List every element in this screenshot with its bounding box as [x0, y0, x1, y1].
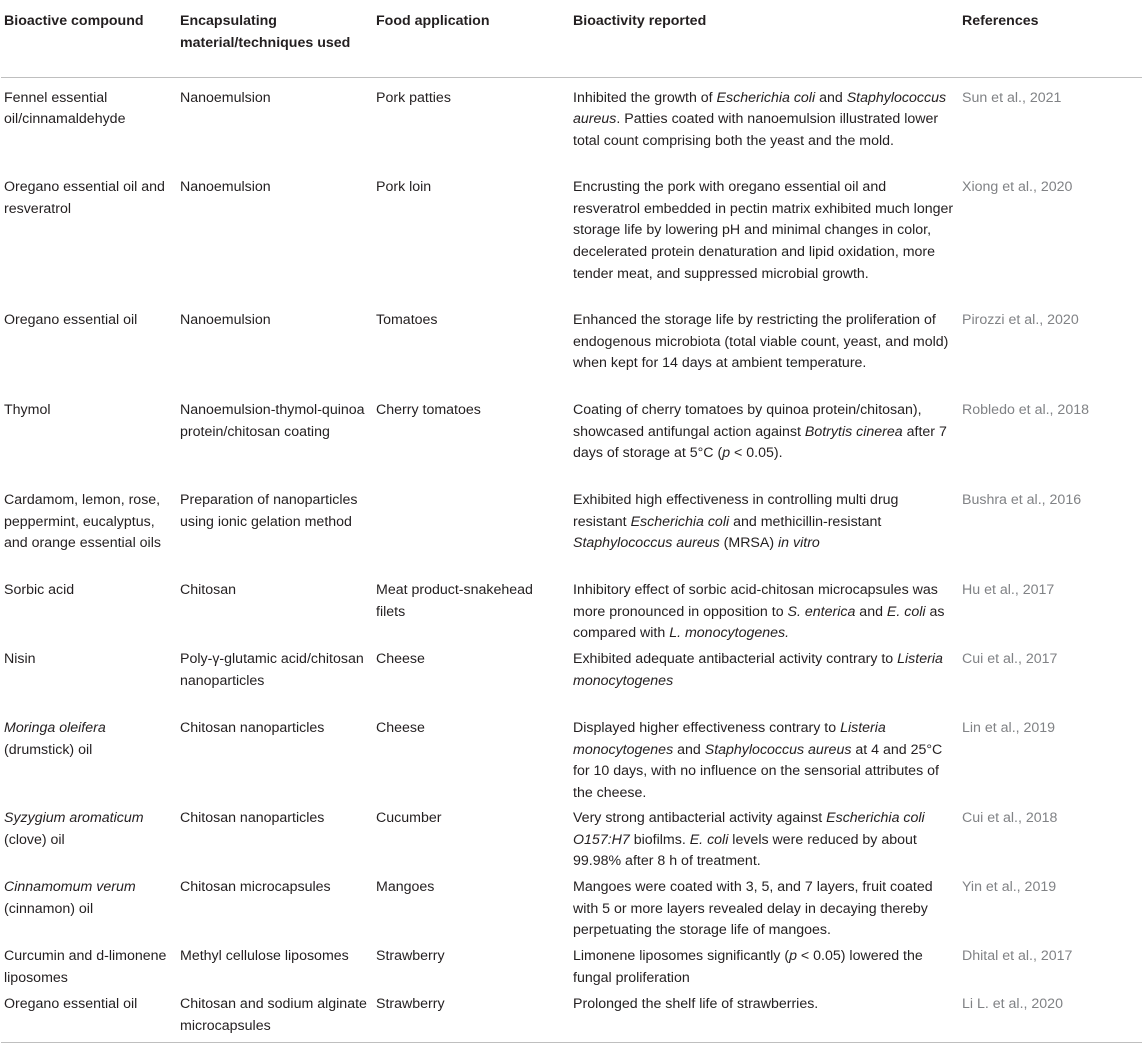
- bioactivity-text: and: [855, 603, 887, 620]
- table-row: [1, 310, 1142, 400]
- bioactivity-text: Listeria monocytogenes: [573, 651, 943, 689]
- bioactivity-text: . Patties coated with nanoemulsion illustrated lower total count comprising both the yeast and the mold.: [573, 111, 939, 149]
- bioactivity-text: and methicillin-resistant: [729, 513, 882, 530]
- material-text: Chitosan microcapsules: [180, 879, 331, 895]
- bioactivity-text: Very strong antibacterial activity against: [573, 810, 827, 826]
- reference-text: Sun et al., 2021: [962, 89, 1062, 106]
- food-text: Strawberry: [376, 948, 445, 964]
- food-text: Pork patties: [376, 89, 451, 106]
- compound-text: (clove) oil: [4, 831, 65, 848]
- compound-text: Oregano essential oil and resveratrol: [4, 179, 165, 217]
- table-row: [1, 877, 1142, 946]
- compound-text: Curcumin and d-limonene liposomes: [4, 948, 167, 986]
- material-text: Nanoemulsion: [180, 179, 271, 195]
- compound-text: Oregano essential oil: [4, 996, 138, 1012]
- cell-food-application: [373, 877, 570, 946]
- bioactivity-text: Escherichia coli: [716, 89, 816, 106]
- reference-text: Robledo et al., 2018: [962, 402, 1089, 418]
- material-text: Chitosan nanoparticles: [180, 810, 325, 826]
- cell-compound: [1, 490, 177, 580]
- compound-text: Cinnamomum verum: [4, 879, 136, 895]
- cell-bioactivity: [570, 400, 959, 490]
- bioactive-compounds-table: [1, 0, 1142, 1043]
- cell-encapsulating-material: [177, 994, 373, 1042]
- bioactivity-text: Encrusting the pork with oregano essential oil and resveratrol embedded in pectin matrix exhibited much longer storage life by lowering pH and minimal changes in color, decelerated protein denaturation and lipid oxidation, more tender meat, and suppressed microbial growth.: [573, 179, 954, 282]
- bioactivity-text: E. coli: [886, 603, 926, 620]
- bioactivity-text: S. enterica: [787, 603, 856, 620]
- header-food-application: Food application: [376, 13, 490, 29]
- cell-compound: [1, 177, 177, 310]
- bioactivity-text: biofilms.: [629, 831, 690, 848]
- cell-reference: [959, 580, 1142, 649]
- cell-reference: [959, 400, 1142, 490]
- material-text: Chitosan and sodium alginate microcapsules: [180, 996, 367, 1034]
- compound-text: Oregano essential oil: [4, 312, 138, 328]
- compound-text: Sorbic acid: [4, 582, 75, 598]
- bioactivity-text: Staphylococcus aureus: [704, 741, 852, 758]
- cell-food-application: [373, 808, 570, 877]
- cell-compound: [1, 649, 177, 718]
- cell-compound: [1, 994, 177, 1042]
- cell-food-application: [373, 718, 570, 808]
- cell-reference: [959, 177, 1142, 310]
- bioactivity-text: and: [815, 89, 847, 106]
- food-text: Cherry tomatoes: [376, 402, 481, 418]
- bioactivity-text: as compared with: [573, 603, 945, 642]
- bioactivity-text: after 7 days of storage at 5°C (: [573, 423, 947, 462]
- compound-text: Syzygium aromaticum: [4, 810, 144, 826]
- compound-text: (cinnamon) oil: [4, 900, 94, 917]
- cell-reference: [959, 77, 1142, 177]
- cell-encapsulating-material: [177, 400, 373, 490]
- bioactivity-text: and: [673, 741, 705, 758]
- reference-text: Cui et al., 2017: [962, 651, 1058, 667]
- material-text: Nanoemulsion: [180, 312, 271, 328]
- material-text: Chitosan nanoparticles: [180, 720, 325, 736]
- reference-text: Li L. et al., 2020: [962, 996, 1063, 1012]
- cell-encapsulating-material: [177, 877, 373, 946]
- material-text: Nanoemulsion-thymol-quinoa protein/chitosan coating: [180, 402, 365, 440]
- bioactivity-text: Staphylococcus aureus: [573, 535, 720, 552]
- reference-text: Cui et al., 2018: [962, 810, 1058, 826]
- cell-compound: [1, 808, 177, 877]
- header-bioactivity-reported: Bioactivity reported: [573, 13, 707, 29]
- cell-food-application: [373, 77, 570, 177]
- bioactivity-text: Escherichia coli: [630, 513, 730, 530]
- food-text: Cheese: [376, 720, 425, 736]
- cell-reference: [959, 946, 1142, 994]
- bioactivity-text: p: [789, 948, 797, 964]
- compound-text: Fennel essential oil/cinnamaldehyde: [4, 89, 126, 128]
- bioactivity-text: L. monocytogenes.: [669, 625, 790, 642]
- cell-encapsulating-material: [177, 649, 373, 718]
- cell-bioactivity: [570, 877, 959, 946]
- header-row: [1, 0, 1142, 77]
- cell-bioactivity: [570, 808, 959, 877]
- food-text: Tomatoes: [376, 312, 438, 328]
- cell-food-application: [373, 490, 570, 580]
- bioactivity-text: (MRSA): [719, 535, 779, 552]
- table-row: [1, 649, 1142, 718]
- material-text: Methyl cellulose liposomes: [180, 948, 349, 964]
- bioactivity-text: Enhanced the storage life by restricting the proliferation of endogenous microbiota (total viable count, yeast, and mold) when kept for 14 days at ambient temperature.: [573, 312, 949, 372]
- cell-food-application: [373, 400, 570, 490]
- bioactivity-text: Prolonged the shelf life of strawberries.: [573, 996, 819, 1012]
- bioactivity-text: Displayed higher effectiveness contrary to: [573, 720, 841, 736]
- cell-encapsulating-material: [177, 946, 373, 994]
- reference-text: Bushra et al., 2016: [962, 492, 1082, 508]
- cell-compound: [1, 580, 177, 649]
- food-text: Cheese: [376, 651, 425, 667]
- bioactivity-text: < 0.05).: [730, 445, 783, 462]
- cell-bioactivity: [570, 490, 959, 580]
- reference-text: Lin et al., 2019: [962, 720, 1056, 736]
- food-text: Meat product-snakehead filets: [376, 582, 533, 620]
- cell-encapsulating-material: [177, 490, 373, 580]
- cell-bioactivity: [570, 580, 959, 649]
- cell-compound: [1, 77, 177, 177]
- food-text: Cucumber: [376, 810, 442, 826]
- table-row: [1, 994, 1142, 1042]
- compound-text: (drumstick) oil: [4, 741, 93, 758]
- cell-bioactivity: [570, 177, 959, 310]
- cell-reference: [959, 877, 1142, 946]
- table-row: [1, 77, 1142, 177]
- cell-food-application: [373, 649, 570, 718]
- cell-reference: [959, 808, 1142, 877]
- cell-encapsulating-material: [177, 718, 373, 808]
- material-text: Nanoemulsion: [180, 89, 271, 106]
- reference-text: Pirozzi et al., 2020: [962, 312, 1079, 328]
- header-encapsulating-material: Encapsulating material/techniques used: [180, 13, 351, 51]
- bioactivity-text: Inhibited the growth of: [573, 89, 717, 106]
- bioactivity-text: levels were reduced by about 99.98% after 8 h of treatment.: [573, 831, 917, 870]
- header-bioactive-compound: Bioactive compound: [4, 13, 144, 29]
- food-text: Pork loin: [376, 179, 432, 195]
- table-row: [1, 946, 1142, 994]
- bioactivity-text: in vitro: [778, 535, 820, 552]
- table-row: [1, 808, 1142, 877]
- cell-reference: [959, 310, 1142, 400]
- table-row: [1, 177, 1142, 310]
- table-row: [1, 400, 1142, 490]
- cell-food-application: [373, 946, 570, 994]
- bioactivity-text: Mangoes were coated with 3, 5, and 7 layers, fruit coated with 5 or more layers revealed delay in decaying thereby perpetuating the storage life of mangoes.: [573, 879, 933, 939]
- bioactivity-text: Exhibited high effectiveness in controlling multi drug resistant: [573, 492, 899, 530]
- bioactivity-text: Staphylococcus aureus: [573, 89, 947, 128]
- cell-compound: [1, 310, 177, 400]
- cell-food-application: [373, 177, 570, 310]
- material-text: Preparation of nanoparticles using ionic gelation method: [180, 492, 358, 530]
- bioactivity-text: Escherichia coli O157:H7: [573, 810, 925, 848]
- table-row: [1, 718, 1142, 808]
- cell-encapsulating-material: [177, 77, 373, 177]
- bioactivity-text: Exhibited adequate antibacterial activity contrary to: [573, 651, 898, 667]
- cell-food-application: [373, 994, 570, 1042]
- cell-bioactivity: [570, 946, 959, 994]
- table-body: [1, 77, 1142, 1042]
- bioactivity-text: Botrytis cinerea: [804, 423, 903, 440]
- cell-compound: [1, 400, 177, 490]
- cell-bioactivity: [570, 718, 959, 808]
- cell-compound: [1, 718, 177, 808]
- reference-text: Hu et al., 2017: [962, 582, 1055, 598]
- header-references: References: [962, 13, 1039, 29]
- cell-food-application: [373, 310, 570, 400]
- cell-encapsulating-material: [177, 808, 373, 877]
- cell-reference: [959, 490, 1142, 580]
- bioactivity-text: at 4 and 25°C for 10 days, with no influence on the sensorial attributes of the cheese.: [573, 741, 943, 802]
- food-text: Strawberry: [376, 996, 445, 1012]
- cell-reference: [959, 718, 1142, 808]
- bioactivity-text: Inhibitory effect of sorbic acid-chitosan microcapsules was more pronounced in opposition to: [573, 582, 938, 620]
- cell-compound: [1, 946, 177, 994]
- cell-reference: [959, 994, 1142, 1042]
- compound-text: Cardamom, lemon, rose, peppermint, eucalyptus, and orange essential oils: [4, 492, 161, 552]
- cell-bioactivity: [570, 994, 959, 1042]
- food-text: Mangoes: [376, 879, 435, 895]
- bioactivity-text: p: [722, 445, 731, 462]
- cell-encapsulating-material: [177, 580, 373, 649]
- compound-text: Moringa oleifera: [4, 720, 106, 736]
- material-text: Poly-γ-glutamic acid/chitosan nanoparticles: [180, 651, 364, 689]
- cell-encapsulating-material: [177, 310, 373, 400]
- bioactivity-text: E. coli: [689, 831, 729, 848]
- cell-encapsulating-material: [177, 177, 373, 310]
- cell-food-application: [373, 580, 570, 649]
- reference-text: Xiong et al., 2020: [962, 179, 1073, 195]
- cell-bioactivity: [570, 77, 959, 177]
- cell-reference: [959, 649, 1142, 718]
- bioactivity-text: Limonene liposomes significantly (: [573, 948, 790, 964]
- table-row: [1, 580, 1142, 649]
- cell-bioactivity: [570, 649, 959, 718]
- table-row: [1, 490, 1142, 580]
- reference-text: Yin et al., 2019: [962, 879, 1057, 895]
- bioactivity-text: Coating of cherry tomatoes by quinoa protein/chitosan), showcased antifungal action against: [573, 402, 922, 440]
- reference-text: Dhital et al., 2017: [962, 948, 1073, 964]
- bioactivity-text: < 0.05) lowered the fungal proliferation: [573, 948, 923, 986]
- table-header: [1, 0, 1142, 77]
- cell-compound: [1, 877, 177, 946]
- compound-text: Nisin: [4, 651, 36, 667]
- bioactivity-text: Listeria monocytogenes: [573, 720, 886, 758]
- compound-text: Thymol: [4, 402, 51, 418]
- cell-bioactivity: [570, 310, 959, 400]
- material-text: Chitosan: [180, 582, 236, 598]
